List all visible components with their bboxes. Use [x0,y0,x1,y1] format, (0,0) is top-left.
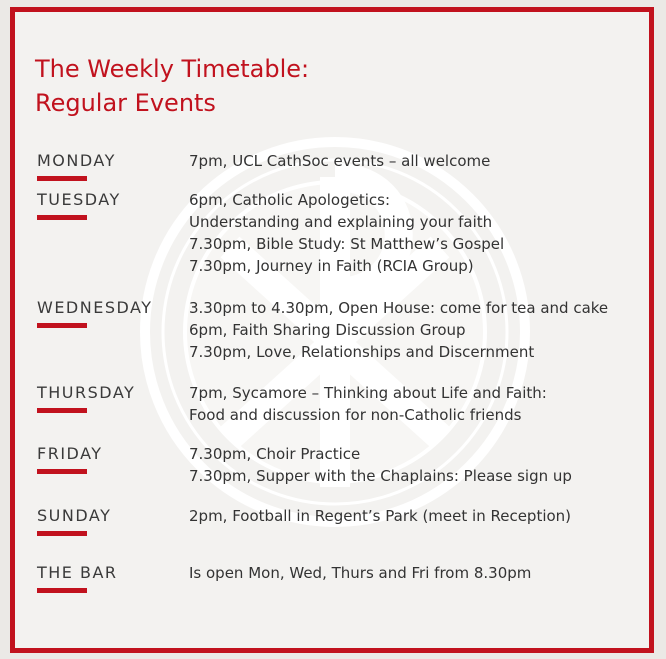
day-underline [37,531,87,536]
day-label: WEDNESDAY [37,298,153,317]
event-item: 7.30pm, Journey in Faith (RCIA Group) [189,257,474,275]
event-list [189,189,504,277]
day-underline [37,323,87,328]
event-item: 7.30pm, Bible Study: St Matthew’s Gospel [189,235,505,253]
event-item: Understanding and explaining your faith [189,213,493,231]
page-title [35,52,309,120]
event-item: 2pm, Football in Regent’s Park (meet in Reception) [189,507,572,525]
day-label: THURSDAY [37,383,136,402]
day-underline [37,215,87,220]
day-underline [37,408,87,413]
event-item: Is open Mon, Wed, Thurs and Fri from 8.30pm [189,564,532,582]
event-item: 7.30pm, Love, Relationships and Discernment [189,343,535,361]
event-item: 3.30pm to 4.30pm, Open House: come for tea and cake [189,299,609,317]
event-item: 7pm, UCL CathSoc events – all welcome [189,152,491,170]
title-line-2: Regular Events [35,89,216,117]
day-label: THE BAR [37,563,118,582]
day-label: FRIDAY [37,444,103,463]
event-item: 7.30pm, Choir Practice [189,445,361,463]
event-item: 7pm, Sycamore – Thinking about Life and Faith: [189,384,547,402]
day-label: MONDAY [37,151,116,170]
title-line-1: The Weekly Timetable: [35,55,310,83]
event-item: 7.30pm, Supper with the Chaplains: Please sign up [189,467,572,485]
day-underline [37,588,87,593]
event-list [189,297,608,363]
event-list [189,443,572,487]
day-underline [37,469,87,474]
event-item: 6pm, Faith Sharing Discussion Group [189,321,466,339]
event-list [189,505,571,527]
event-list [189,150,490,172]
day-label: SUNDAY [37,506,112,525]
timetable-frame [10,7,654,653]
day-underline [37,176,87,181]
event-item: 6pm, Catholic Apologetics: [189,191,391,209]
day-label: TUESDAY [37,190,121,209]
event-list [189,562,531,584]
event-list [189,382,547,426]
event-item: Food and discussion for non-Catholic friends [189,406,522,424]
